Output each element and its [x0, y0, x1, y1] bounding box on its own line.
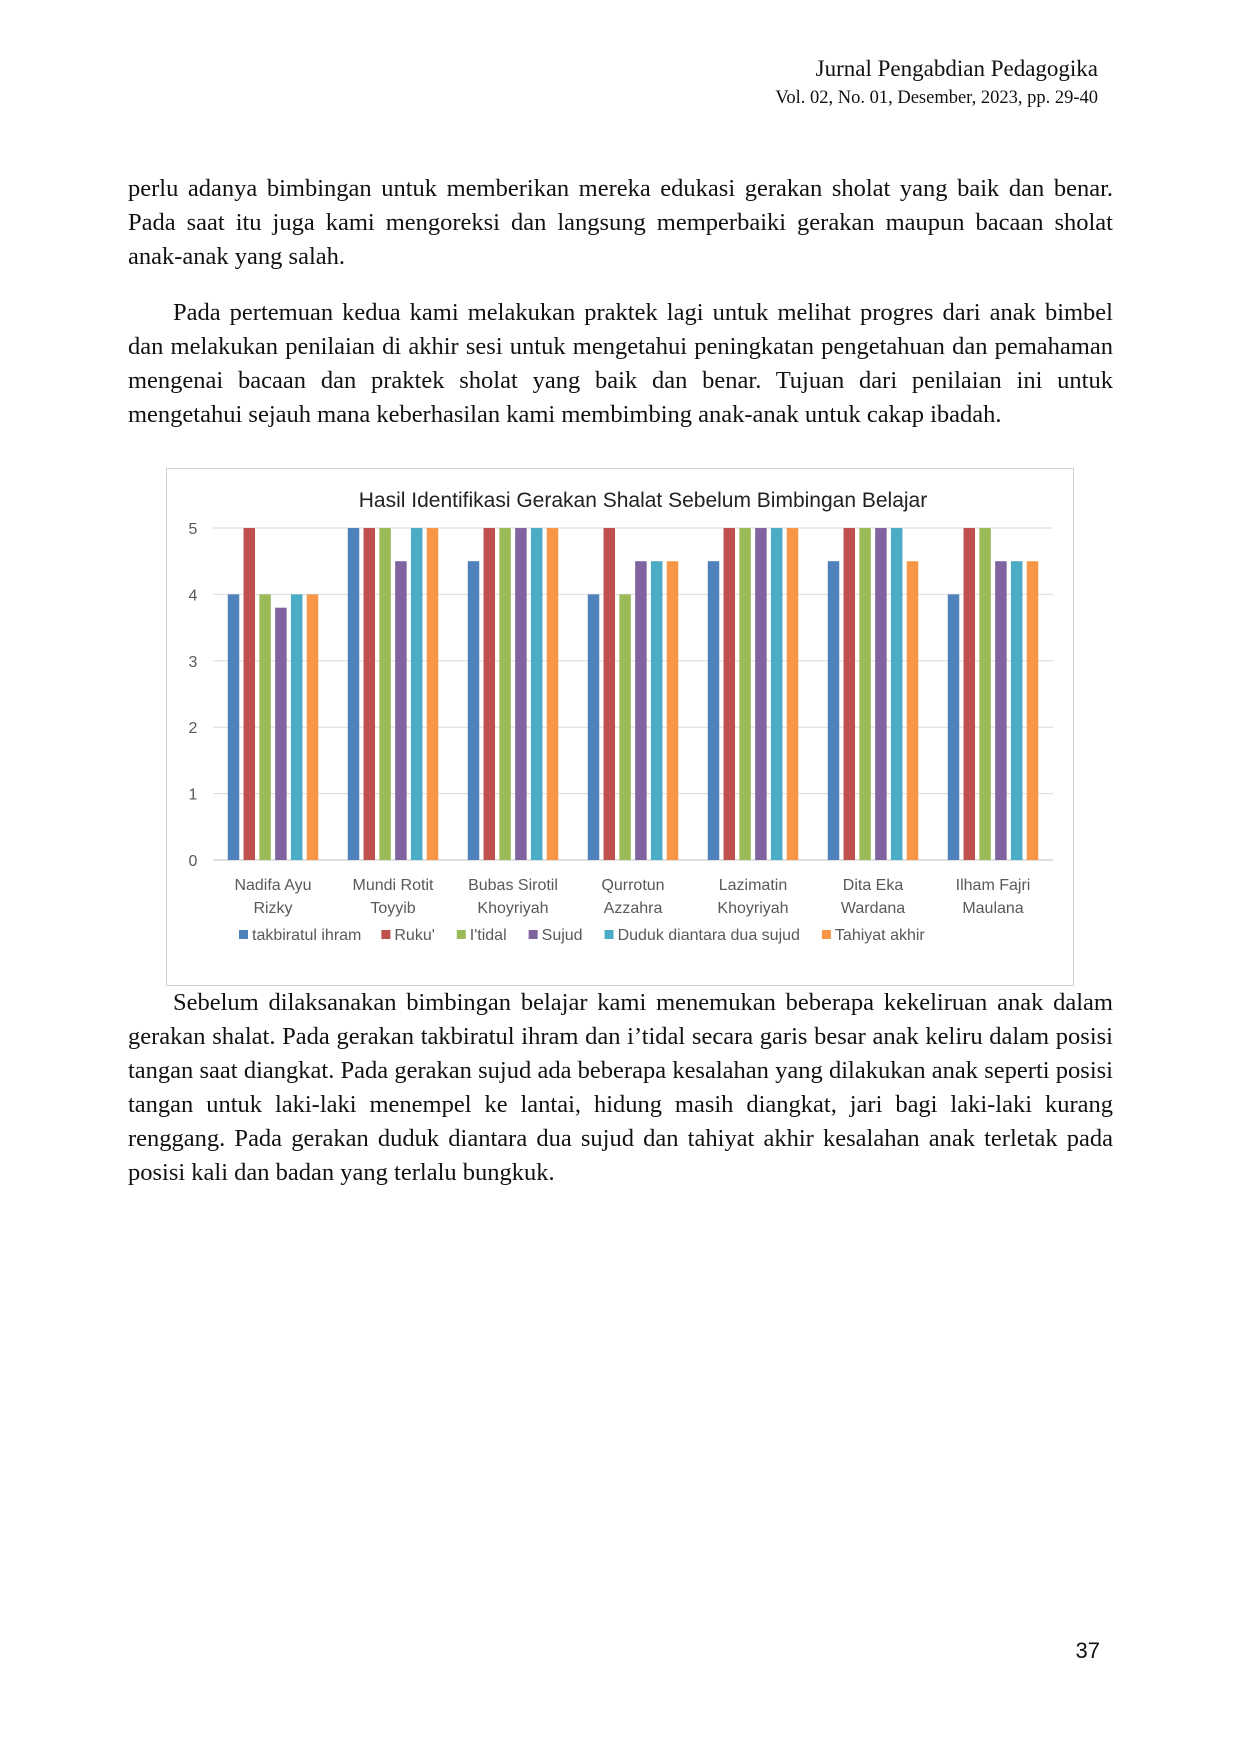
journal-title: Jurnal Pengabdian Pedagogika [815, 56, 1098, 81]
x-tick-label: Azzahra [603, 900, 663, 917]
paragraph-3: Sebelum dilaksanakan bimbingan belajar kami menemukan beberapa kekeliruan anak dalam gerakan shalat. Pada gerakan takbiratul ihram dan i’tidal secara garis besar anak keliru dalam posisi tangan saat diangkat. Pada gerakan sujud ada beberapa kesalahan yang dilakukan anak seperti posisi tangan untuk laki-laki menempel ke lantai, hidung masih diangkat, jari bagi laki-laki kurang renggang. Pada gerakan duduk diantara dua sujud dan tahiyat akhir kesalahan anak terletak pada posisi kali dan badan yang terlalu bungkuk. [128, 989, 1113, 1186]
bar [964, 528, 976, 860]
legend-label: Tahiyat akhir [834, 927, 925, 944]
legend-label: Sujud [541, 927, 583, 944]
bar [787, 528, 799, 860]
legend-label: takbiratul ihram [252, 927, 362, 944]
bar [755, 528, 767, 860]
legend-swatch [381, 930, 390, 939]
y-tick-label: 0 [188, 853, 198, 870]
x-tick-label: Khoyriyah [717, 900, 789, 917]
bar [228, 594, 240, 860]
paragraph-1: perlu adanya bimbingan untuk memberikan mereka edukasi gerakan sholat yang baik dan benar. Pada saat itu juga kami mengoreksi dan langsung memperbaiki gerakan maupun bacaan sholat anak-anak yang salah. [128, 175, 1113, 270]
bar [708, 561, 720, 860]
bar [828, 561, 840, 860]
bar [364, 528, 376, 860]
bar [907, 561, 919, 860]
bar [307, 594, 319, 860]
bar [499, 528, 511, 860]
legend-swatch [457, 930, 466, 939]
bar [348, 528, 360, 860]
bar [588, 594, 600, 860]
legend-swatch [605, 930, 614, 939]
x-tick-label: Wardana [840, 900, 906, 917]
journal-volume: Vol. 02, No. 01, Desember, 2023, pp. 29-40 [775, 88, 1098, 108]
x-tick-label: Ilham Fajri [955, 877, 1031, 894]
y-tick-label: 1 [188, 786, 198, 804]
x-tick-label: Maulana [962, 900, 1024, 917]
bar [275, 608, 287, 860]
bar [771, 528, 783, 860]
x-tick-label: Bubas Sirotil [468, 877, 558, 894]
y-tick-label: 5 [188, 521, 198, 538]
legend-label: I'tidal [469, 927, 507, 944]
bar [619, 594, 631, 860]
bar [844, 528, 856, 860]
bar [891, 528, 903, 860]
bar-chart [166, 468, 1074, 986]
bar [395, 561, 407, 860]
bar [515, 528, 527, 860]
bar [1027, 561, 1039, 860]
bar [635, 561, 647, 860]
paragraph-2: Pada pertemuan kedua kami melakukan praktek lagi untuk melihat progres dari anak bimbel dan melakukan penilaian di akhir sesi untuk mengetahui peningkatan pengetahuan dan pemahaman mengenai bacaan dan praktek sholat yang baik dan benar. Tujuan dari penilaian ini untuk mengetahui sejauh mana keberhasilan kami membimbing anak-anak untuk cakap ibadah. [128, 299, 1113, 428]
bar [484, 528, 496, 860]
x-tick-label: Dita Eka [842, 877, 904, 894]
bar [724, 528, 736, 860]
x-tick-label: Rizky [253, 900, 293, 917]
x-tick-label: Mundi Rotit [352, 877, 434, 894]
bar [604, 528, 616, 860]
bar [411, 528, 423, 860]
x-tick-label: Qurrotun [601, 877, 665, 894]
bar [379, 528, 391, 860]
bar [859, 528, 871, 860]
x-tick-label: Lazimatin [718, 877, 788, 894]
bar [259, 594, 271, 860]
bar [651, 561, 663, 860]
bar [291, 594, 303, 860]
bar [547, 528, 559, 860]
bar [1011, 561, 1023, 860]
y-tick-label: 4 [188, 587, 198, 605]
x-tick-label: Khoyriyah [477, 900, 549, 917]
legend-swatch [822, 930, 831, 939]
bar [995, 561, 1007, 860]
legend-label: Ruku' [394, 927, 435, 944]
bar [667, 561, 679, 860]
page-number: 37 [1075, 1638, 1100, 1663]
bar [875, 528, 887, 860]
y-tick-label: 3 [188, 653, 198, 671]
x-tick-label: Toyyib [370, 900, 416, 917]
chart-title: Hasil Identifikasi Gerakan Shalat Sebelum Bimbingan Belajar [358, 489, 928, 512]
legend-swatch [239, 930, 248, 939]
bar [948, 594, 960, 860]
bar [979, 528, 991, 860]
bar [427, 528, 439, 860]
bar [244, 528, 256, 860]
y-tick-label: 2 [188, 720, 198, 738]
bar [468, 561, 480, 860]
legend-swatch [529, 930, 538, 939]
legend-label: Duduk diantara dua sujud [617, 927, 800, 944]
bar [531, 528, 543, 860]
x-tick-label: Nadifa Ayu [234, 877, 312, 894]
chart-svg [167, 469, 1073, 985]
bar [739, 528, 751, 860]
